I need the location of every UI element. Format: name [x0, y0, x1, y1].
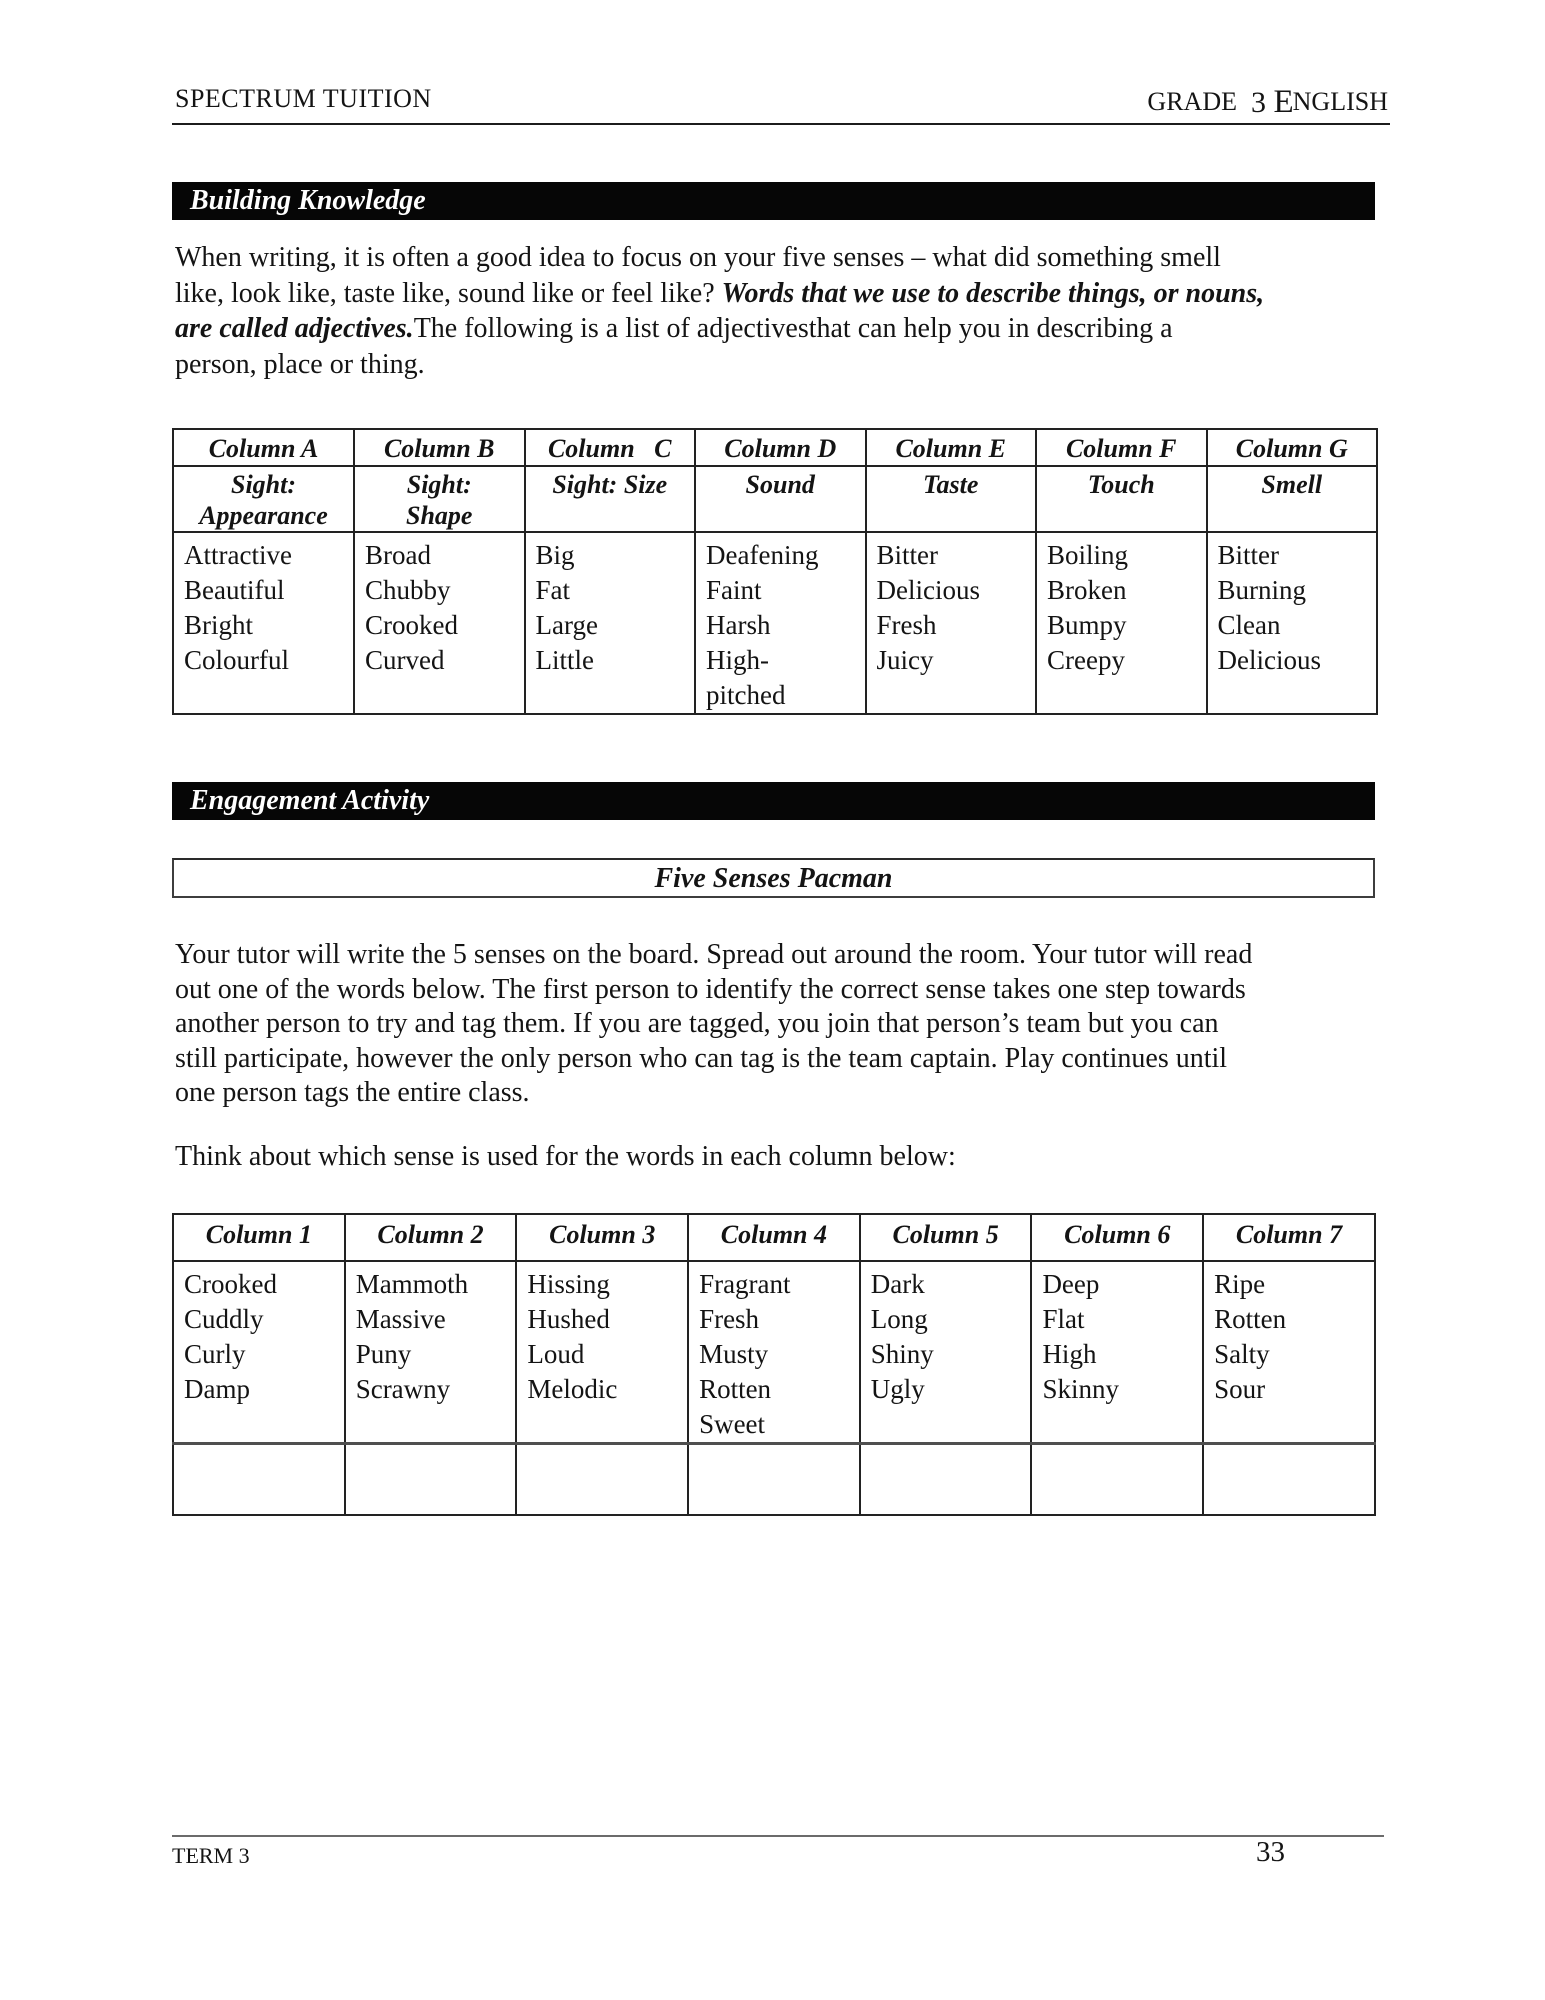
- sense-header-cell: Taste: [866, 466, 1037, 532]
- words-cell: [525, 532, 696, 714]
- word-line: Bright: [184, 610, 254, 640]
- body-text: The following is a list of adjectivesthat can help you in describing a: [413, 313, 1173, 344]
- column-header-cell: Column F: [1036, 429, 1207, 466]
- footer-rule: [172, 1835, 1384, 1837]
- emphasis-text: Words that we use to describe things, or nouns,: [721, 277, 1265, 309]
- empty-cell: [1031, 1444, 1203, 1515]
- word-line: Crooked: [184, 1269, 277, 1299]
- word-line: Fragrant: [699, 1269, 791, 1299]
- words-row: [173, 532, 1377, 714]
- word-line: Deep: [1042, 1269, 1100, 1299]
- empty-cell: [516, 1444, 688, 1515]
- text-line: [175, 347, 1264, 383]
- subject-rest: NGLISH: [1292, 87, 1388, 116]
- column-header-cell: Column A: [173, 429, 354, 466]
- word-line: Skinny: [1042, 1374, 1119, 1404]
- word-line: Beautiful: [184, 575, 285, 605]
- subject-initial: E: [1273, 84, 1293, 120]
- words-cell: [516, 1261, 688, 1444]
- word-line: Curved: [365, 645, 445, 675]
- word-line: Attractive: [184, 540, 292, 570]
- activity-paragraph: [175, 938, 1252, 1111]
- word-line: Deafening: [706, 540, 819, 570]
- text-line: [175, 240, 1264, 276]
- words-cell: [1207, 532, 1378, 714]
- adjectives-table: [172, 428, 1378, 715]
- word-line: Damp: [184, 1374, 250, 1404]
- word-line: Broken: [1047, 575, 1127, 605]
- word-line: pitched: [706, 680, 786, 710]
- word-line: Large: [535, 610, 598, 640]
- word-line: Ripe: [1214, 1269, 1266, 1299]
- word-line: Clean: [1217, 610, 1281, 640]
- sense-header-cell: Sight: Appearance: [173, 466, 354, 532]
- word-line: High-: [706, 645, 769, 675]
- words-cell: [695, 532, 866, 714]
- word-line: Hushed: [527, 1304, 610, 1334]
- footer-term: TERM 3: [172, 1843, 250, 1868]
- word-line: Flat: [1042, 1304, 1085, 1334]
- word-line: Loud: [527, 1339, 585, 1369]
- words-cell: [173, 532, 354, 714]
- word-line: Hissing: [527, 1269, 610, 1299]
- column-header-cell: Column 3: [516, 1214, 688, 1261]
- column-header-cell: Column B: [354, 429, 525, 466]
- word-line: Rotten: [1214, 1304, 1287, 1334]
- word-line: Massive: [355, 1304, 446, 1334]
- empty-cell: [688, 1444, 860, 1515]
- sense-header-row: [173, 466, 1377, 532]
- word-line: Fresh: [876, 610, 937, 640]
- section-banner-building-knowledge: Building Knowledge: [172, 182, 1375, 220]
- words-cell: [688, 1261, 860, 1444]
- header-rule: [172, 123, 1390, 125]
- word-line: Delicious: [1217, 645, 1321, 675]
- word-line: Long: [870, 1304, 928, 1334]
- text-line: one person tags the entire class.: [175, 1077, 530, 1108]
- word-line: Sour: [1214, 1374, 1266, 1404]
- word-line: Broad: [365, 540, 431, 570]
- word-line: Burning: [1217, 575, 1307, 605]
- emphasis-text: are called adjectives.: [175, 313, 414, 344]
- column-header-cell: Column C: [525, 429, 696, 466]
- word-line: Bitter: [876, 540, 938, 570]
- word-line: Rotten: [699, 1374, 772, 1404]
- word-line: Ugly: [870, 1374, 925, 1404]
- word-line: Curly: [184, 1339, 246, 1369]
- word-line: Chubby: [365, 575, 451, 605]
- column-header-cell: Column 5: [860, 1214, 1032, 1261]
- text-line: another person to try and tag them. If you are tagged, you join that person’s team but you can: [175, 1008, 1219, 1039]
- word-line: Bumpy: [1047, 610, 1127, 640]
- text-line: [175, 311, 1264, 347]
- word-line: Delicious: [876, 575, 980, 605]
- column-header-cell: Column 7: [1203, 1214, 1375, 1261]
- body-text: person, place or thing.: [175, 348, 425, 380]
- word-line: Puny: [355, 1339, 412, 1369]
- column-header-cell: Column G: [1207, 429, 1378, 466]
- word-line: Fresh: [699, 1304, 760, 1334]
- header-row: [173, 1214, 1375, 1261]
- word-line: Creepy: [1047, 645, 1125, 675]
- header-row: [173, 429, 1377, 466]
- word-line: Cuddly: [184, 1304, 264, 1334]
- words-cell: [1031, 1261, 1203, 1444]
- grade-number: 3: [1243, 86, 1274, 119]
- word-line: Mammoth: [355, 1269, 469, 1299]
- words-row: [173, 1261, 1375, 1444]
- column-header-cell: Column 2: [345, 1214, 517, 1261]
- word-line: Boiling: [1047, 540, 1129, 570]
- words-cell: [860, 1261, 1032, 1444]
- sense-header-cell: Sight: Shape: [354, 466, 525, 532]
- word-line: High: [1042, 1339, 1097, 1369]
- empty-cell: [345, 1444, 517, 1515]
- grade-label: GRADE: [1147, 87, 1244, 116]
- words-cell: [354, 532, 525, 714]
- header-grade-subject: [1147, 82, 1388, 119]
- empty-cell: [860, 1444, 1032, 1515]
- column-header-cell: Column 4: [688, 1214, 860, 1261]
- section-banner-engagement-activity: Engagement Activity: [172, 782, 1375, 820]
- empty-answer-row: [173, 1444, 1375, 1515]
- sense-header-cell: Touch: [1036, 466, 1207, 532]
- word-line: Fat: [535, 575, 571, 605]
- sense-header-cell: Smell: [1207, 466, 1378, 532]
- word-line: Dark: [870, 1269, 925, 1299]
- column-header-cell: Column E: [866, 429, 1037, 466]
- word-line: Harsh: [706, 610, 771, 640]
- word-line: Scrawny: [355, 1374, 451, 1404]
- sense-header-cell: Sound: [695, 466, 866, 532]
- word-line: Musty: [699, 1339, 769, 1369]
- body-text: like, look like, taste like, sound like or feel like?: [175, 277, 722, 309]
- sense-header-cell: Sight: Size: [525, 466, 696, 532]
- page-number: 33: [1256, 1836, 1285, 1868]
- column-header-cell: Column 1: [173, 1214, 345, 1261]
- word-line: Juicy: [876, 645, 934, 675]
- practice-table: [172, 1213, 1376, 1516]
- words-cell: [866, 532, 1037, 714]
- words-cell: [345, 1261, 517, 1444]
- header-brand: SPECTRUM TUITION: [175, 84, 432, 113]
- column-header-cell: Column 6: [1031, 1214, 1203, 1261]
- text-line: [175, 276, 1264, 312]
- word-line: Faint: [706, 575, 762, 605]
- word-line: Big: [535, 540, 575, 570]
- words-cell: [1036, 532, 1207, 714]
- word-line: Bitter: [1217, 540, 1279, 570]
- word-line: Melodic: [527, 1374, 618, 1404]
- word-line: Shiny: [870, 1339, 934, 1369]
- words-cell: [1203, 1261, 1375, 1444]
- word-line: Little: [535, 645, 594, 675]
- text-line: Your tutor will write the 5 senses on the board. Spread out around the room. Your tutor will read: [175, 939, 1253, 970]
- intro-paragraph: [175, 240, 1264, 382]
- words-cell: [173, 1261, 345, 1444]
- text-line: still participate, however the only person who can tag is the team captain. Play continues until: [175, 1042, 1228, 1074]
- activity-title-box: Five Senses Pacman: [172, 858, 1375, 898]
- column-header-cell: Column D: [695, 429, 866, 466]
- word-line: Colourful: [184, 645, 289, 675]
- word-line: Crooked: [365, 610, 458, 640]
- empty-cell: [1203, 1444, 1375, 1515]
- think-prompt: Think about which sense is used for the words in each column below:: [175, 1141, 956, 1172]
- body-text: When writing, it is often a good idea to focus on your five senses – what did something smell: [175, 242, 1221, 273]
- empty-cell: [173, 1444, 345, 1515]
- text-line: out one of the words below. The first person to identify the correct sense takes one step towards: [175, 973, 1246, 1005]
- word-line: Sweet: [699, 1409, 766, 1439]
- word-line: Salty: [1214, 1339, 1270, 1369]
